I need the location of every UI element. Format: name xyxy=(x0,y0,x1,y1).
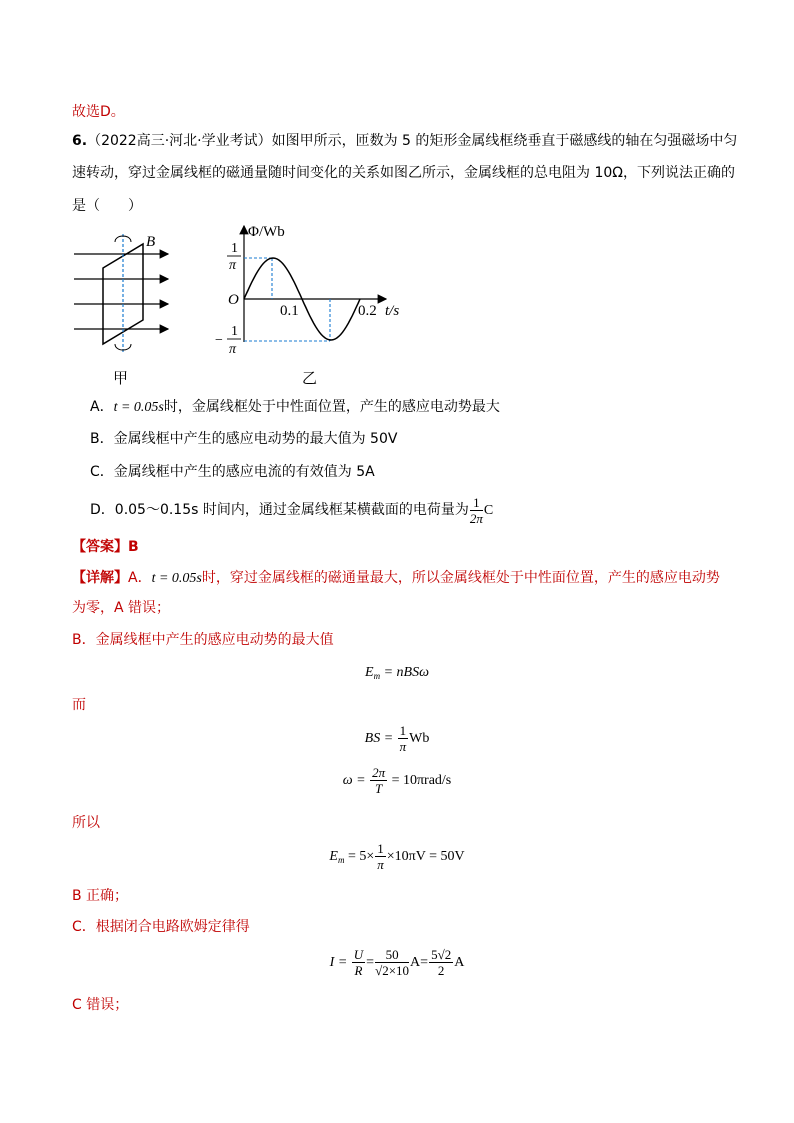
figure-jia-diagram xyxy=(70,228,180,358)
explain-a-time: t = 0.05s xyxy=(151,571,202,586)
option-d-unit: C xyxy=(483,503,494,518)
prev-answer-text: 故选D。 xyxy=(72,104,125,120)
equation-current: I = $\frac{U}{R}$ = $\frac{50}{√2\times 10}$ A= $\frac{5√2}{2}$ A xyxy=(329,947,465,979)
tick-label-01: 0.1 xyxy=(280,303,299,319)
answer-line xyxy=(72,537,139,557)
explain-so: 所以 xyxy=(72,815,100,831)
answer-text: 【答案】B xyxy=(72,539,139,555)
explain-b-intro: B．金属线框中产生的感应电动势的最大值 xyxy=(72,632,334,648)
y-neg-num: 1 xyxy=(231,324,238,339)
explain-line-1 xyxy=(72,568,720,589)
option-a-text: 时，金属线框处于中性面位置，产生的感应电动势最大 xyxy=(163,399,500,415)
explain-c-result-line xyxy=(72,995,128,1015)
explain-b-result: B 正确； xyxy=(72,888,129,904)
equation-em-value: $E_m = 5\times$ $\frac{1}{\pi}$ ×10πV = 50V xyxy=(329,841,465,873)
origin-label: O xyxy=(228,292,239,308)
option-d-fraction: $\frac{1}{2\pi}$ xyxy=(469,494,483,526)
explain-a-label: A． xyxy=(128,570,152,586)
equation-em: $E_m = nBS\omega$ xyxy=(365,665,429,681)
option-b-text: 金属线框中产生的感应电动势的最大值为 50V xyxy=(113,431,398,447)
option-a xyxy=(90,397,500,418)
explain-c-intro-line xyxy=(72,917,250,937)
option-d-label: D． xyxy=(90,502,115,518)
explain-c-result: C 错误； xyxy=(72,997,129,1013)
question-number: 6 xyxy=(72,133,82,149)
option-b xyxy=(90,429,397,449)
explain-label: 【详解】 xyxy=(72,570,128,586)
figure-yi-caption: 乙 xyxy=(302,369,318,387)
explain-c-intro: C．根据闭合电路欧姆定律得 xyxy=(72,919,250,935)
explain-a-text-2: 为零，A 错误； xyxy=(72,600,171,616)
option-d xyxy=(90,493,493,528)
question-text-2: 速转动，穿过金属线框的磁通量随时间变化的关系如图乙所示，金属线框的总电阻为 10Ω，下列说法正确的 xyxy=(72,165,735,181)
option-d-text: 0.05～0.15s 时间内，通过金属线框某横截面的电荷量为 xyxy=(114,502,469,518)
option-c xyxy=(90,462,375,482)
option-c-text: 金属线框中产生的感应电流的有效值为 5A xyxy=(113,464,375,480)
option-c-label: C． xyxy=(90,464,114,480)
x-axis-label: t/s xyxy=(385,303,400,319)
explain-b-intro-line xyxy=(72,630,334,650)
figure-jia-caption: 甲 xyxy=(113,369,129,387)
question-line-2 xyxy=(72,163,735,183)
explain-and-line xyxy=(72,695,86,715)
field-b-label: B xyxy=(146,234,156,250)
y-pos-den: π xyxy=(229,258,237,273)
question-text-1: 如图甲所示，匝数为 5 的矩形金属线框绕垂直于磁感线的轴在匀强磁场中匀 xyxy=(271,133,738,149)
explain-line-2 xyxy=(72,598,170,618)
question-source: （2022高三·河北·学业考试） xyxy=(87,133,272,149)
y-axis-label: Φ/Wb xyxy=(248,224,285,240)
question-line-1: 6.（2022高三·河北·学业考试）如图甲所示，匝数为 5 的矩形金属线框绕垂直于磁感线的轴在匀强磁场中匀 xyxy=(72,133,738,149)
y-pos-num: 1 xyxy=(231,241,238,256)
y-neg-den: π xyxy=(229,342,237,357)
option-b-label: B． xyxy=(90,431,114,447)
equation-bs: BS = $\frac{1}{\pi}$ Wb xyxy=(364,723,430,755)
question-text-3: 是（ ） xyxy=(72,198,142,214)
tick-label-02: 0.2 xyxy=(358,303,377,319)
figure-yi-graph xyxy=(210,222,410,362)
explain-so-line xyxy=(72,813,100,833)
explain-b-result-line xyxy=(72,886,128,906)
explain-a-text: 时，穿过金属线框的磁通量最大，所以金属线框处于中性面位置，产生的感应电动势 xyxy=(201,570,720,586)
explain-and: 而 xyxy=(72,697,86,713)
option-a-time: t = 0.05s xyxy=(113,400,164,415)
prev-answer-line xyxy=(72,102,125,122)
question-line-3 xyxy=(72,196,142,216)
y-neg-sign: − xyxy=(215,333,223,348)
option-a-label: A． xyxy=(90,399,114,415)
equation-omega: ω = $\frac{2\pi}{T}$ = 10πrad/s xyxy=(342,765,452,797)
